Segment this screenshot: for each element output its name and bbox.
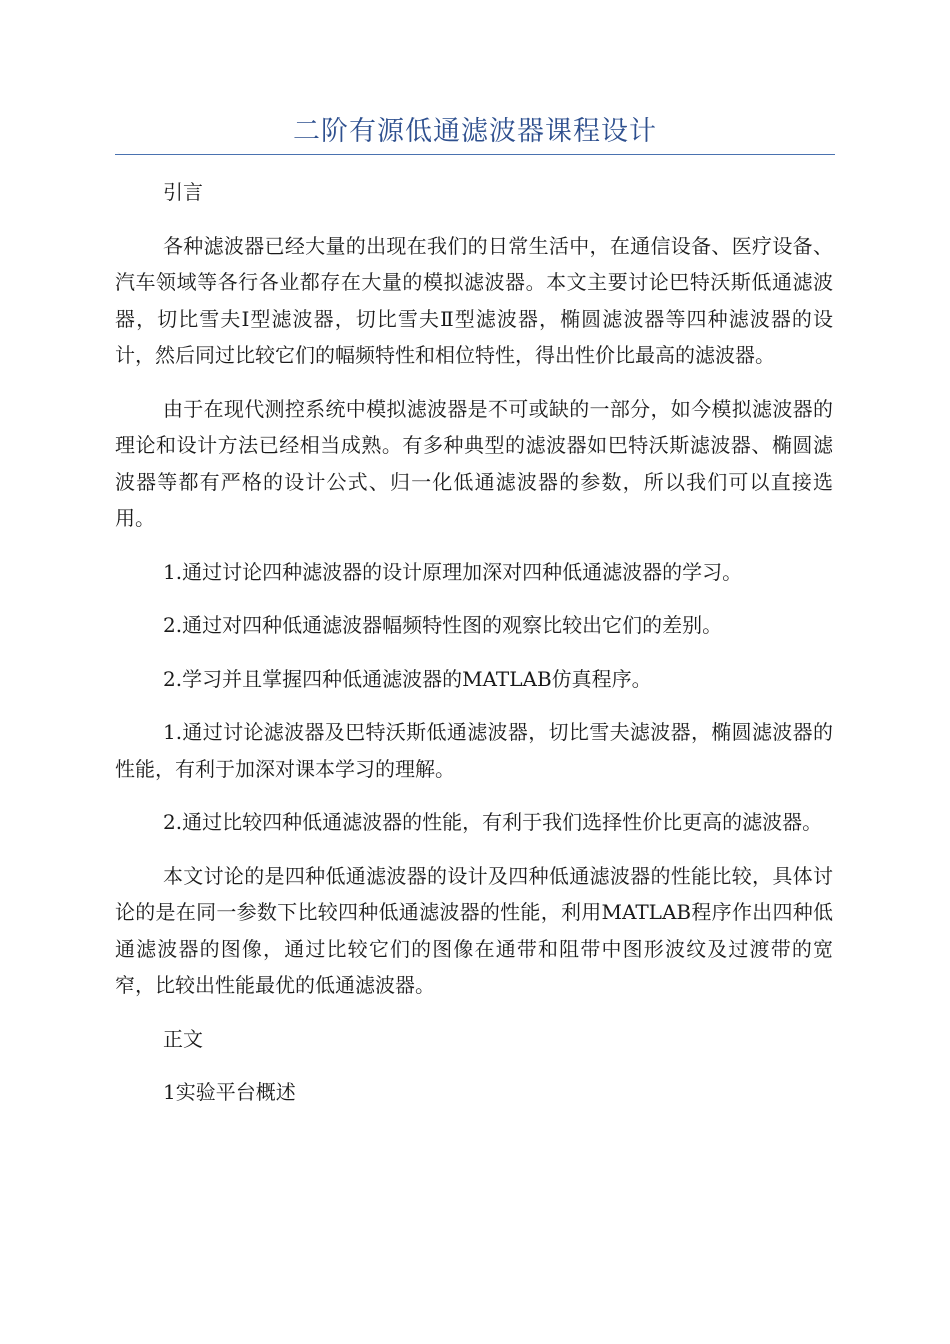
list-item: 2.学习并且掌握四种低通滤波器的MATLAB仿真程序。: [163, 666, 652, 691]
list-item: 1.通过讨论四种滤波器的设计原理加深对四种低通滤波器的学习。: [163, 559, 743, 584]
list-item: 1.通过讨论滤波器及巴特沃斯低通滤波器，切比雪夫滤波器，椭圆滤波器的性能，有利于加深对课本学习的理解。: [115, 720, 833, 781]
paragraph: 各种滤波器已经大量的出现在我们的日常生活中，在通信设备、医疗设备、汽车领域等各行各业都存在大量的模拟滤波器。本文主要讨论巴特沃斯低通滤波器，切比雪夫Ⅰ型滤波器，切比雪夫Ⅱ型滤波器，椭圆滤波器等四种滤波器的设计，然后同过比较它们的幅频特性和相位特性，得出性价比最高的滤波器。: [115, 233, 833, 367]
list-item: 2.通过对四种低通滤波器幅频特性图的观察比较出它们的差别。: [163, 613, 723, 637]
paragraph: 由于在现代测控系统中模拟滤波器是不可或缺的一部分，如今模拟滤波器的理论和设计方法已经相当成熟。有多种典型的滤波器如巴特沃斯滤波器、椭圆滤波器等都有严格的设计公式、归一化低通滤波器的参数，所以我们可以直接选用。: [115, 396, 833, 530]
section-heading-platform: 1实验平台概述: [163, 1080, 296, 1104]
document-body: [115, 174, 833, 1128]
section-heading-main: 正文: [163, 1026, 203, 1051]
section-heading-intro: 引言: [163, 180, 203, 204]
list-item: 2.通过比较四种低通滤波器的性能，有利于我们选择性价比更高的滤波器。: [163, 810, 823, 834]
title-underline: [115, 154, 835, 155]
paragraph: 本文讨论的是四种低通滤波器的设计及四种低通滤波器的性能比较，具体讨论的是在同一参数下比较四种低通滤波器的性能，利用MATLAB程序作出四种低通滤波器的图像，通过比较它们的图像在通带和阻带中图形波纹及过渡带的宽窄，比较出性能最优的低通滤波器。: [115, 863, 833, 997]
document-title: 二阶有源低通滤波器课程设计: [293, 116, 657, 147]
